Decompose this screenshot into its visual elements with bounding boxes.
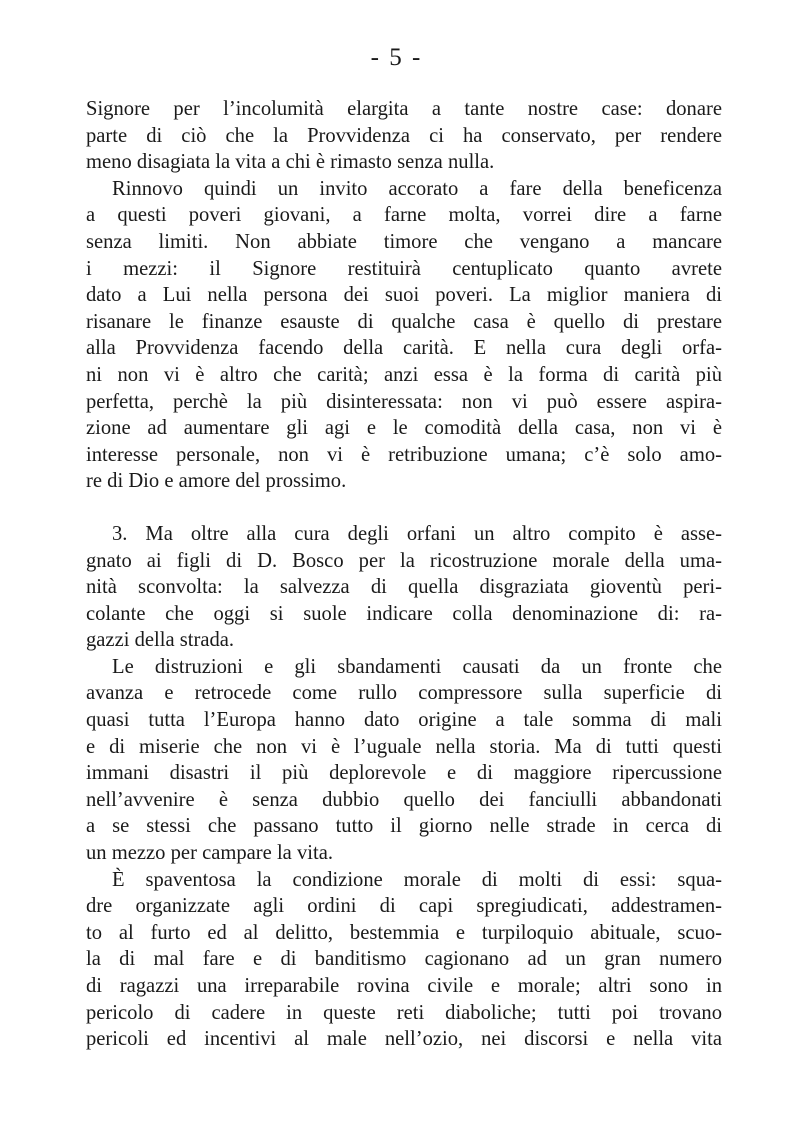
text-line: to al furto ed al delitto, bestemmia e turpiloquio abituale, scuo- [86, 921, 722, 944]
page-number: - 5 - [370, 44, 423, 71]
paragraph-4 [86, 654, 722, 867]
text-line: la di mal fare e di banditismo cagionano ad un gran numero [86, 948, 722, 971]
text-line: interesse personale, non vi è retribuzione umana; c’è solo amo- [86, 443, 722, 466]
text-line: 3. Ma oltre alla cura degli orfani un altro compito è asse- [112, 522, 722, 545]
text-line: a se stessi che passano tutto il giorno nelle strade in cerca di [86, 815, 722, 838]
text-line: Signore per l’incolumità elargita a tante nostre case: donare [86, 98, 722, 120]
text-line: un mezzo per campare la vita. [86, 842, 333, 865]
text-line: parte di ciò che la Provvidenza ci ha conservato, per rendere [86, 124, 722, 147]
text-line: pericoli ed incentivi al male nell’ozio, nei discorsi e nella vita [86, 1028, 722, 1051]
text-line: re di Dio e amore del prossimo. [86, 470, 347, 493]
text-line: gnato ai figli di D. Bosco per la ricostruzione morale della uma- [86, 549, 722, 572]
text-line: Le distruzioni e gli sbandamenti causati da un fronte che [112, 655, 722, 678]
text-line: dre organizzate agli ordini di capi spregiudicati, addestramen- [86, 895, 722, 918]
text-line: immani disastri il più deplorevole e di maggiore ripercussione [86, 762, 722, 785]
text-line: nità sconvolta: la salvezza di quella disgraziata gioventù peri- [86, 576, 722, 599]
text-line: zione ad aumentare gli agi e le comodità della casa, non vi è [86, 417, 722, 440]
text-line: gazzi della strada. [86, 629, 235, 652]
text-line: meno disagiata la vita a chi è rimasto senza nulla. [86, 151, 495, 174]
text-line: nell’avvenire è senza dubbio quello dei fanciulli abbandonati [86, 788, 722, 811]
paragraph-5 [86, 867, 722, 1053]
text-line: avanza e retrocede come rullo compressore sulla superficie di [86, 682, 722, 705]
text-line: a questi poveri giovani, a farne molta, vorrei dire a farne [86, 204, 722, 227]
text-line: quasi tutta l’Europa hanno dato origine a tale somma di mali [86, 709, 722, 732]
text-line: pericolo di cadere in queste reti diaboliche; tutti poi trovano [86, 1001, 722, 1024]
text-line: È spaventosa la condizione morale di molti di essi: squa- [112, 868, 722, 891]
text-line: i mezzi: il Signore restituirà centuplicato quanto avrete [86, 257, 722, 280]
paragraph-gap [86, 495, 722, 521]
text-line: colante che oggi si suole indicare colla denominazione di: ra- [86, 602, 722, 625]
text-line: risanare le finanze esauste di qualche casa è quello di prestare [86, 310, 722, 333]
paragraph-3 [86, 521, 722, 654]
body-text [86, 96, 722, 1053]
text-line: perfetta, perchè la più disinteressata: non vi può essere aspira- [86, 390, 722, 413]
paragraph-1 [86, 96, 722, 176]
text-line: e di miserie che non vi è l’uguale nella storia. Ma di tutti questi [86, 735, 722, 758]
text-line: senza limiti. Non abbiate timore che vengano a mancare [86, 230, 722, 253]
text-line: di ragazzi una irreparabile rovina civile e morale; altri sono in [86, 975, 722, 997]
text-line: alla Provvidenza facendo della carità. E nella cura degli orfa- [86, 337, 722, 360]
text-line: dato a Lui nella persona dei suoi poveri. La miglior maniera di [86, 284, 722, 307]
text-line: Rinnovo quindi un invito accorato a fare della beneficenza [112, 177, 722, 200]
text-line: ni non vi è altro che carità; anzi essa è la forma di carità più [86, 363, 722, 386]
paragraph-2 [86, 176, 722, 495]
